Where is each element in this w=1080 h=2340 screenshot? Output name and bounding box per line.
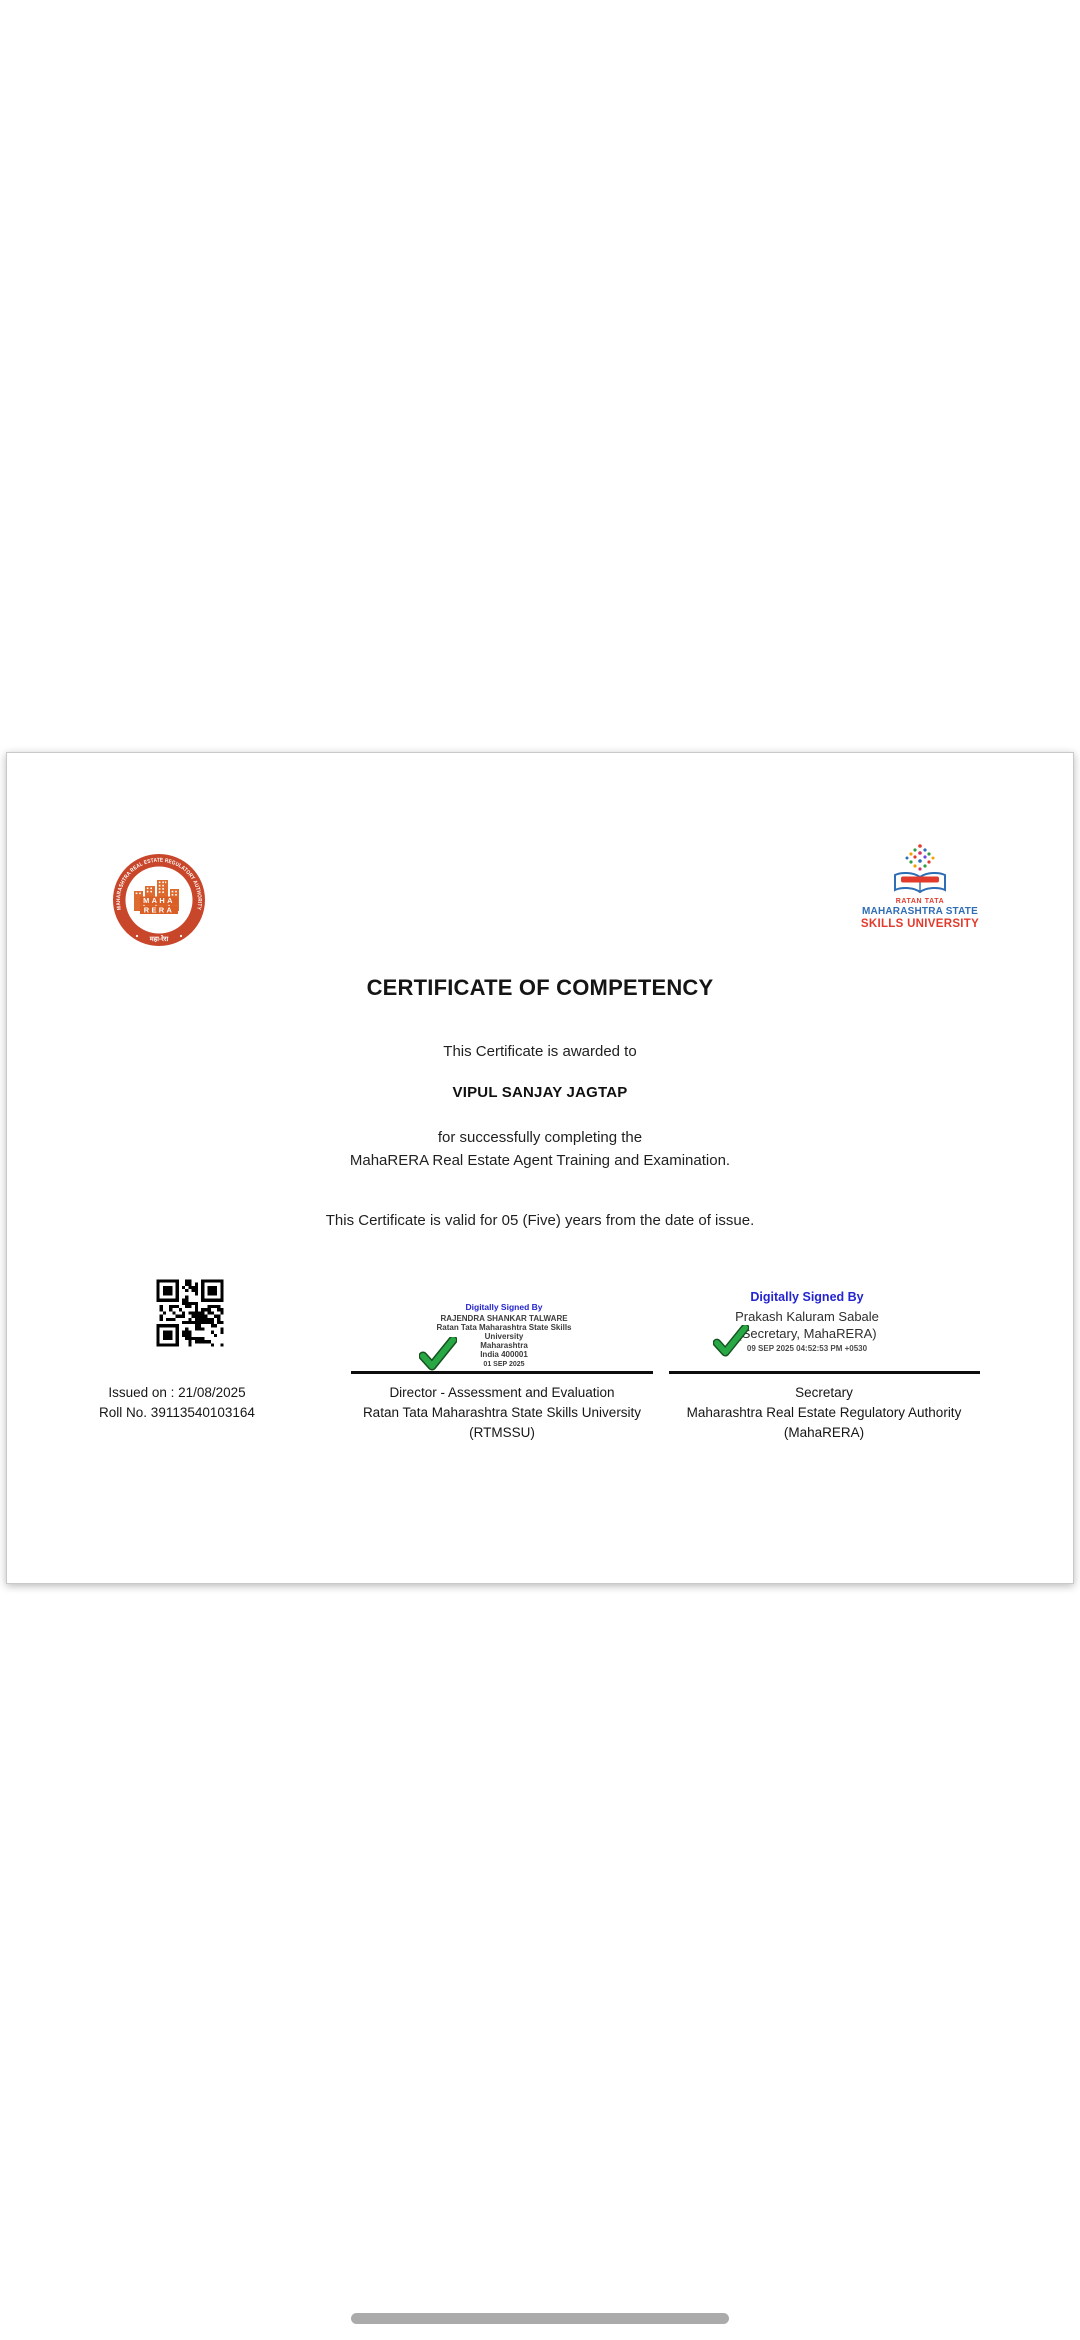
secretary-org: Maharashtra Real Estate Regulatory Authority: [686, 1405, 962, 1420]
signer-org-1: Ratan Tata Maharashtra State Skills: [436, 1323, 572, 1332]
certificate-card: [6, 752, 1074, 1584]
issue-info: [35, 1383, 319, 1423]
signature-rule-director: [351, 1371, 653, 1374]
issued-on: Issued on : 21/08/2025: [108, 1385, 246, 1400]
director-caption: [352, 1383, 652, 1443]
digitally-signed-by-label: Digitally Signed By: [465, 1302, 543, 1312]
signer-org-2: University: [484, 1332, 524, 1341]
director-org: Ratan Tata Maharashtra State Skills University: [362, 1405, 642, 1420]
signer-name: Prakash Kaluram Sabale: [735, 1309, 879, 1324]
director-org-abbr: (RTMSSU): [469, 1425, 535, 1440]
rtmssu-name-line1: RATAN TATA: [895, 898, 945, 905]
rtmssu-logo: [850, 843, 990, 949]
maharera-logo: [112, 853, 206, 947]
completion-line-1: for successfully completing the: [437, 1129, 643, 1146]
signer-name: RAJENDRA SHANKAR TALWARE: [440, 1314, 568, 1323]
verified-check-icon: [713, 1325, 749, 1362]
recipient-name: VIPUL SANJAY JAGTAP: [452, 1084, 628, 1101]
secretary-title: Secretary: [795, 1385, 853, 1400]
maharera-center-text-top: MAHA: [143, 896, 175, 906]
signer-timestamp: 09 SEP 2025 04:52:53 PM +0530: [746, 1344, 868, 1353]
maharera-center-text-bottom: RERA: [143, 905, 175, 915]
rtmssu-logo-graphic: [889, 843, 951, 897]
rtmssu-name-line3: SKILLS UNIVERSITY: [860, 918, 980, 930]
roll-no: Roll No. 39113540103164: [99, 1405, 255, 1420]
signer-role: (Secretary, MahaRERA): [737, 1326, 877, 1341]
validity-line: This Certificate is valid for 05 (Five) years from the date of issue.: [325, 1212, 755, 1229]
secretary-org-abbr: (MahaRERA): [783, 1425, 865, 1440]
maharera-bottom-text: महा-रेरा: [149, 936, 169, 943]
director-title: Director - Assessment and Evaluation: [389, 1385, 615, 1400]
maharera-ring-text: MAHARASHTRA REAL ESTATE REGULATORY AUTHORITY: [115, 857, 203, 911]
digitally-signed-by-label: Digitally Signed By: [750, 1290, 864, 1304]
secretary-digital-signature: [662, 1290, 952, 1354]
rtmssu-dots-icon: [906, 844, 935, 870]
rtmssu-name-line2: MAHARASHTRA STATE: [862, 906, 978, 917]
secretary-caption: [664, 1383, 984, 1443]
completion-line-2: MahaRERA Real Estate Agent Training and Examination.: [349, 1152, 731, 1169]
maharera-seal-graphic: [112, 853, 206, 947]
home-indicator[interactable]: [351, 2313, 729, 2324]
certificate-title: CERTIFICATE OF COMPETENCY: [366, 975, 714, 1000]
signature-rule-secretary: [669, 1371, 980, 1374]
qr-code: [150, 1273, 230, 1353]
signer-pincode: India 400001: [480, 1350, 528, 1359]
rtmssu-book-icon: [895, 873, 945, 892]
signer-date: 01 SEP 2025: [483, 1361, 525, 1368]
awarded-line: This Certificate is awarded to: [443, 1043, 637, 1060]
signer-state: Maharashtra: [480, 1341, 528, 1350]
